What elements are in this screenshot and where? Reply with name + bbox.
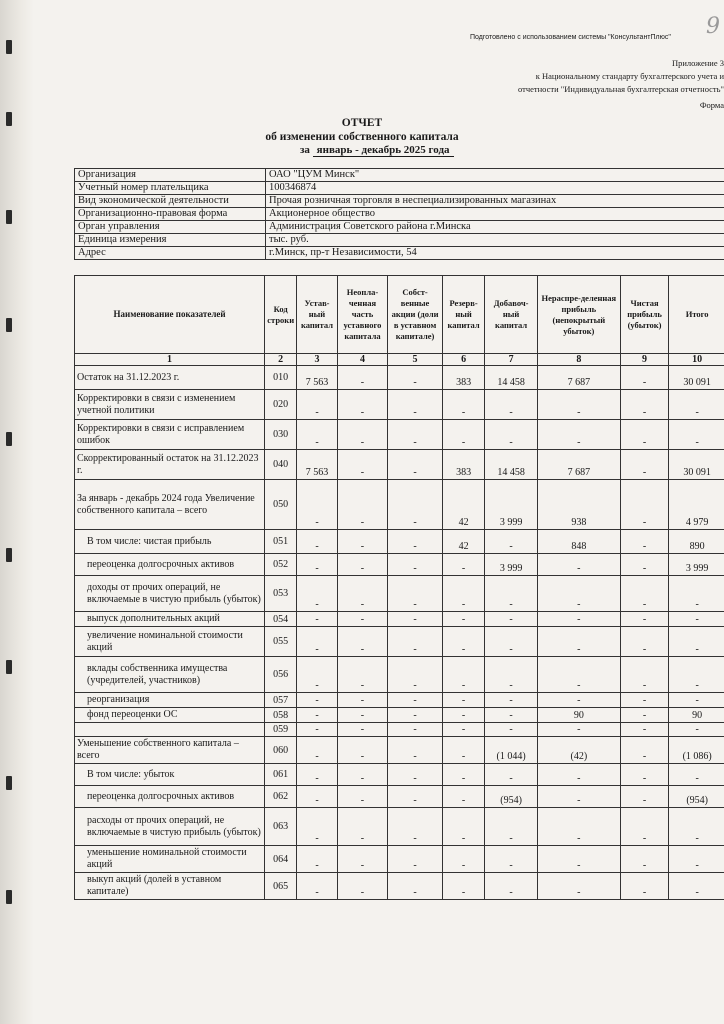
cell-value: - [620, 657, 669, 693]
table-row [75, 657, 724, 693]
table-row [75, 390, 724, 420]
cell-value: - [537, 693, 620, 708]
row-code: 063 [265, 808, 297, 846]
cell-value: - [442, 764, 484, 786]
cell-value: - [337, 764, 388, 786]
row-label: уменьшение номинальной стоимости акций [75, 846, 265, 873]
cell-value: - [297, 808, 337, 846]
cell-value: - [485, 612, 538, 627]
cell-value: - [337, 420, 388, 450]
info-key: Орган управления [75, 221, 266, 234]
punch-hole [6, 776, 12, 790]
row-label: Корректировки в связи с изменением учетной политики [75, 390, 265, 420]
row-code: 061 [265, 764, 297, 786]
cell-value: - [337, 846, 388, 873]
table-row [75, 612, 724, 627]
appendix-line: Приложение 3 [672, 58, 724, 68]
row-label: В том числе: чистая прибыль [75, 530, 265, 554]
info-row [75, 247, 724, 260]
table-row [75, 627, 724, 657]
row-label: расходы от прочих операций, не включаемые в чистую прибыль (убыток) [75, 808, 265, 846]
binding-edge [0, 0, 34, 1024]
cell-value: - [620, 366, 669, 390]
row-label: фонд переоценки ОС [75, 708, 265, 723]
cell-value: - [537, 554, 620, 576]
col-header-additional: Добавоч-ный капитал [485, 276, 538, 354]
row-code: 057 [265, 693, 297, 708]
row-label: реорганизация [75, 693, 265, 708]
cell-value: - [337, 786, 388, 808]
row-label: Остаток на 31.12.2023 г. [75, 366, 265, 390]
cell-value: - [442, 846, 484, 873]
cell-value: (1 044) [485, 737, 538, 764]
cell-value: - [388, 846, 443, 873]
table-row [75, 723, 724, 737]
cell-value: - [297, 764, 337, 786]
cell-value: 7 563 [297, 450, 337, 480]
row-code: 054 [265, 612, 297, 627]
cell-value: - [388, 554, 443, 576]
info-key: Организационно-правовая форма [75, 208, 266, 221]
cell-value: - [442, 390, 484, 420]
cell-value: - [297, 612, 337, 627]
cell-value: - [388, 693, 443, 708]
cell-value: - [485, 808, 538, 846]
cell-value: - [669, 846, 724, 873]
cell-value: - [485, 846, 538, 873]
info-key: Вид экономической деятельности [75, 195, 266, 208]
cell-value: - [537, 612, 620, 627]
cell-value: - [485, 873, 538, 900]
title-line: об изменении собственного капитала [265, 131, 459, 143]
info-value: ОАО "ЦУМ Минск" [266, 169, 724, 182]
cell-value: - [297, 846, 337, 873]
row-code: 055 [265, 627, 297, 657]
row-label [75, 723, 265, 737]
cell-value: (954) [669, 786, 724, 808]
cell-value: - [388, 764, 443, 786]
table-row [75, 450, 724, 480]
cell-value: - [442, 627, 484, 657]
cell-value: - [388, 420, 443, 450]
cell-value: - [297, 737, 337, 764]
table-row [75, 420, 724, 450]
col-header-own-shares: Собст-венные акции (доли в уставном капитале) [388, 276, 443, 354]
cell-value: 383 [442, 450, 484, 480]
cell-value: - [620, 786, 669, 808]
row-label: вклады собственника имущества (учредителей, участников) [75, 657, 265, 693]
cell-value: - [537, 846, 620, 873]
cell-value: - [442, 612, 484, 627]
info-key: Учетный номер плательщика [75, 182, 266, 195]
cell-value: - [442, 420, 484, 450]
cell-value: - [337, 737, 388, 764]
cell-value: - [297, 530, 337, 554]
cell-value: - [388, 450, 443, 480]
cell-value: - [620, 530, 669, 554]
cell-value: - [485, 708, 538, 723]
cell-value: - [297, 873, 337, 900]
cell-value: - [388, 627, 443, 657]
cell-value: - [337, 873, 388, 900]
cell-value: - [297, 723, 337, 737]
cell-value: - [620, 873, 669, 900]
cell-value: - [620, 708, 669, 723]
punch-hole [6, 548, 12, 562]
cell-value: - [297, 554, 337, 576]
row-code: 059 [265, 723, 297, 737]
cell-value: - [337, 693, 388, 708]
cell-value: 890 [669, 530, 724, 554]
cell-value: - [537, 873, 620, 900]
cell-value: 14 458 [485, 366, 538, 390]
row-code: 053 [265, 576, 297, 612]
cell-value: (954) [485, 786, 538, 808]
column-number: 7 [485, 354, 538, 366]
cell-value: - [337, 390, 388, 420]
table-row [75, 576, 724, 612]
cell-value: 4 979 [669, 480, 724, 530]
info-key: Адрес [75, 247, 266, 260]
cell-value: 3 999 [485, 554, 538, 576]
cell-value: - [620, 390, 669, 420]
cell-value: - [485, 723, 538, 737]
info-value: 100346874 [266, 182, 724, 195]
info-row [75, 169, 724, 182]
table-row [75, 693, 724, 708]
cell-value: 848 [537, 530, 620, 554]
cell-value: - [669, 420, 724, 450]
cell-value: - [337, 657, 388, 693]
cell-value: - [388, 786, 443, 808]
cell-value: - [537, 627, 620, 657]
cell-value: - [485, 420, 538, 450]
cell-value: - [620, 420, 669, 450]
column-number: 1 [75, 354, 265, 366]
punch-hole [6, 318, 12, 332]
cell-value: - [620, 808, 669, 846]
row-label: В том числе: убыток [75, 764, 265, 786]
row-label: Скорректированный остаток на 31.12.2023 г. [75, 450, 265, 480]
cell-value: 30 091 [669, 366, 724, 390]
cell-value: - [297, 576, 337, 612]
cell-value: - [297, 480, 337, 530]
table-row [75, 764, 724, 786]
col-header-net-profit: Чистая прибыль (убыток) [620, 276, 669, 354]
punch-hole [6, 660, 12, 674]
cell-value: 7 687 [537, 450, 620, 480]
table-row [75, 554, 724, 576]
cell-value: - [669, 764, 724, 786]
row-code: 064 [265, 846, 297, 873]
col-header-code: Код строки [265, 276, 297, 354]
cell-value: - [388, 612, 443, 627]
column-number: 2 [265, 354, 297, 366]
cell-value: 3 999 [485, 480, 538, 530]
row-code: 058 [265, 708, 297, 723]
cell-value: - [442, 657, 484, 693]
cell-value: - [537, 808, 620, 846]
cell-value: - [620, 576, 669, 612]
table-row [75, 786, 724, 808]
punch-hole [6, 890, 12, 904]
cell-value: (42) [537, 737, 620, 764]
column-number: 3 [297, 354, 337, 366]
col-header-retained: Нераспре-деленная прибыль (непокрытый убыток) [537, 276, 620, 354]
table-row [75, 366, 724, 390]
cell-value: 90 [537, 708, 620, 723]
cell-value: - [537, 723, 620, 737]
cell-value: - [669, 693, 724, 708]
cell-value: - [297, 786, 337, 808]
row-code: 056 [265, 657, 297, 693]
cell-value: - [388, 657, 443, 693]
cell-value: - [669, 612, 724, 627]
cell-value: - [337, 480, 388, 530]
column-number: 4 [337, 354, 388, 366]
row-code: 065 [265, 873, 297, 900]
column-number: 6 [442, 354, 484, 366]
cell-value: - [537, 420, 620, 450]
column-number: 9 [620, 354, 669, 366]
cell-value: - [537, 786, 620, 808]
cell-value: - [297, 693, 337, 708]
source-line: Подготовлено с использованием системы "КонсультантПлюс" [470, 34, 671, 41]
cell-value: - [485, 530, 538, 554]
cell-value: - [388, 576, 443, 612]
cell-value: - [485, 657, 538, 693]
table-row [75, 737, 724, 764]
cell-value: - [388, 480, 443, 530]
row-code: 050 [265, 480, 297, 530]
info-value: Администрация Советского района г.Минска [266, 221, 724, 234]
cell-value: - [442, 554, 484, 576]
punch-hole [6, 432, 12, 446]
table-row [75, 480, 724, 530]
cell-value: 90 [669, 708, 724, 723]
info-value: тыс. руб. [266, 234, 724, 247]
row-label: За январь - декабрь 2024 года Увеличение собственного капитала – всего [75, 480, 265, 530]
cell-value: - [337, 530, 388, 554]
cell-value: 3 999 [669, 554, 724, 576]
cell-value: - [442, 693, 484, 708]
row-code: 052 [265, 554, 297, 576]
column-number: 5 [388, 354, 443, 366]
cell-value: - [337, 627, 388, 657]
cell-value: - [388, 390, 443, 420]
cell-value: - [297, 627, 337, 657]
cell-value: - [620, 693, 669, 708]
info-key: Единица измерения [75, 234, 266, 247]
row-code: 060 [265, 737, 297, 764]
cell-value: - [620, 480, 669, 530]
row-code: 020 [265, 390, 297, 420]
row-label: доходы от прочих операций, не включаемые в чистую прибыль (убыток) [75, 576, 265, 612]
row-label: выпуск дополнительных акций [75, 612, 265, 627]
row-label: Корректировки в связи с исправлением ошибок [75, 420, 265, 450]
cell-value: - [442, 737, 484, 764]
cell-value: 7 687 [537, 366, 620, 390]
info-key: Организация [75, 169, 266, 182]
col-header-authorized: Устав-ный капитал [297, 276, 337, 354]
column-number: 10 [669, 354, 724, 366]
cell-value: - [388, 530, 443, 554]
handwritten-page-number: 9 [706, 14, 720, 39]
appendix-line: к Национальному стандарту бухгалтерского учета и [535, 71, 724, 81]
cell-value: - [485, 693, 538, 708]
cell-value: 383 [442, 366, 484, 390]
row-label: переоценка долгосрочных активов [75, 786, 265, 808]
info-value: Прочая розничная торговля в неспециализированных магазинах [266, 195, 724, 208]
cell-value: - [537, 657, 620, 693]
cell-value: - [442, 873, 484, 900]
cell-value: - [388, 723, 443, 737]
cell-value: - [620, 737, 669, 764]
row-label: выкуп акций (долей в уставном капитале) [75, 873, 265, 900]
period-value: январь - декабрь 2025 года [313, 144, 454, 157]
table-row [75, 708, 724, 723]
cell-value: - [297, 420, 337, 450]
info-value: г.Минск, пр-т Независимости, 54 [266, 247, 724, 260]
row-code: 030 [265, 420, 297, 450]
cell-value: - [669, 657, 724, 693]
cell-value: - [388, 708, 443, 723]
info-row [75, 221, 724, 234]
cell-value: - [669, 723, 724, 737]
cell-value: - [537, 764, 620, 786]
appendix-note [518, 57, 724, 96]
cell-value: - [620, 627, 669, 657]
cell-value: - [388, 366, 443, 390]
cell-value: - [620, 554, 669, 576]
col-header-reserve: Резерв-ный капитал [442, 276, 484, 354]
cell-value: - [442, 723, 484, 737]
table-row [75, 873, 724, 900]
row-code: 040 [265, 450, 297, 480]
cell-value: - [669, 808, 724, 846]
row-code: 051 [265, 530, 297, 554]
cell-value: - [442, 708, 484, 723]
cell-value: - [297, 708, 337, 723]
info-row [75, 208, 724, 221]
table-row [75, 846, 724, 873]
report-period [300, 144, 454, 157]
cell-value: - [620, 450, 669, 480]
row-label: переоценка долгосрочных активов [75, 554, 265, 576]
col-header-unpaid: Неопла-ченная часть уставного капитала [337, 276, 388, 354]
cell-value: - [537, 390, 620, 420]
cell-value: - [485, 390, 538, 420]
info-row [75, 234, 724, 247]
cell-value: - [620, 612, 669, 627]
cell-value: 7 563 [297, 366, 337, 390]
cell-value: - [620, 846, 669, 873]
cell-value: 14 458 [485, 450, 538, 480]
cell-value: 42 [442, 530, 484, 554]
cell-value: 938 [537, 480, 620, 530]
row-label: увеличение номинальной стоимости акций [75, 627, 265, 657]
cell-value: - [620, 764, 669, 786]
cell-value: - [485, 576, 538, 612]
cell-value: (1 086) [669, 737, 724, 764]
organization-info-table [74, 168, 724, 260]
report-title [0, 116, 724, 144]
appendix-line: отчетности "Индивидуальная бухгалтерская отчетность" [517, 84, 724, 94]
title-line: ОТЧЕТ [341, 117, 383, 129]
info-value: Акционерное общество [266, 208, 724, 221]
cell-value: - [669, 627, 724, 657]
cell-value: - [388, 737, 443, 764]
column-number: 8 [537, 354, 620, 366]
table-row [75, 808, 724, 846]
cell-value: - [297, 657, 337, 693]
row-label: Уменьшение собственного капитала – всего [75, 737, 265, 764]
cell-value: - [388, 808, 443, 846]
cell-value: - [537, 576, 620, 612]
cell-value: - [337, 808, 388, 846]
punch-hole [6, 210, 12, 224]
col-header-total: Итого [669, 276, 724, 354]
cell-value: - [442, 576, 484, 612]
row-code: 010 [265, 366, 297, 390]
form-label: Форма [699, 100, 724, 110]
cell-value: - [442, 786, 484, 808]
cell-value: - [297, 390, 337, 420]
punch-hole [6, 40, 12, 54]
cell-value: - [669, 873, 724, 900]
cell-value: - [337, 366, 388, 390]
table-row [75, 530, 724, 554]
cell-value: 30 091 [669, 450, 724, 480]
cell-value: 42 [442, 480, 484, 530]
row-code: 062 [265, 786, 297, 808]
cell-value: - [442, 808, 484, 846]
cell-value: - [485, 764, 538, 786]
cell-value: - [669, 390, 724, 420]
cell-value: - [337, 450, 388, 480]
equity-changes-table [74, 275, 724, 900]
cell-value: - [669, 576, 724, 612]
cell-value: - [337, 612, 388, 627]
cell-value: - [337, 576, 388, 612]
cell-value: - [337, 554, 388, 576]
cell-value: - [485, 627, 538, 657]
period-prefix: за [300, 144, 310, 156]
cell-value: - [337, 708, 388, 723]
cell-value: - [388, 873, 443, 900]
cell-value: - [620, 723, 669, 737]
info-row [75, 195, 724, 208]
info-row [75, 182, 724, 195]
cell-value: - [337, 723, 388, 737]
col-header-name: Наименование показателей [75, 276, 265, 354]
